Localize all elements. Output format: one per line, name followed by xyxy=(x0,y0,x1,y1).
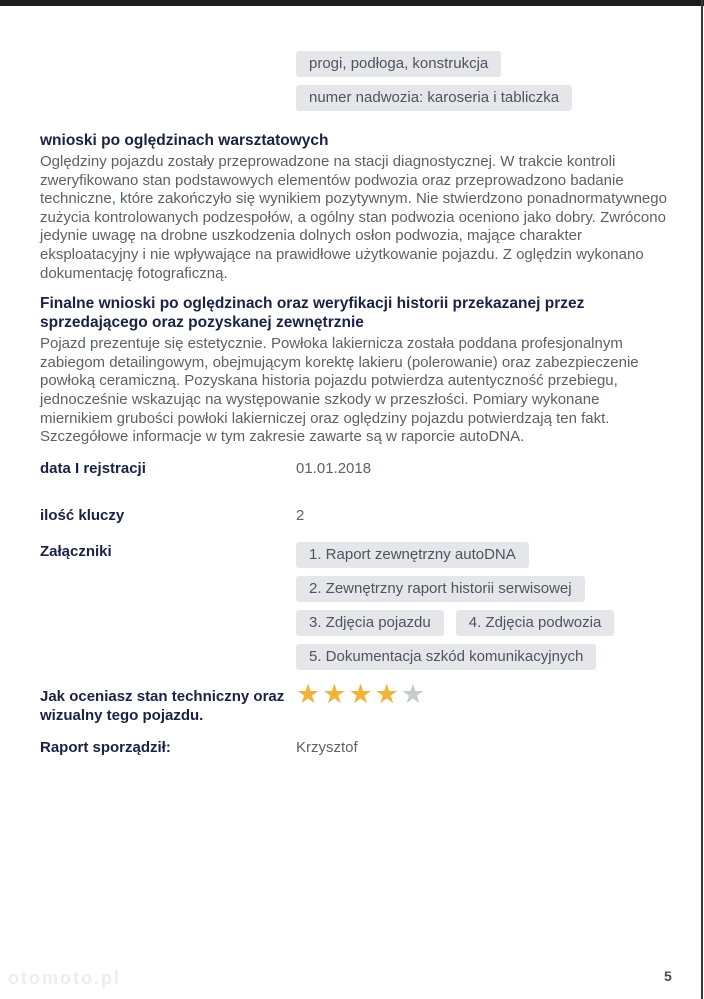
page-number: 5 xyxy=(664,968,672,984)
tag-chip-numer-nadwozia[interactable]: numer nadwozia: karoseria i tabliczka xyxy=(296,85,572,111)
section-heading-workshop: wnioski po oględzinach warsztatowych xyxy=(40,132,329,149)
inspection-tag-list xyxy=(296,51,672,111)
field-attachments xyxy=(40,542,672,670)
section-body-final: Pojazd prezentuje się estetycznie. Powłoka lakiernicza została poddana profesjonalnym zabiegom detailingowym, obejmującym korektę lakieru (polerowanie) oraz zabezpieczenie powłoką ceramiczną. Pozyskana historia pojazdu potwierdza autentyczność przebiegu, jednocześnie wskazując na występowanie szkody w przeszłości. Pomiary wykonane miernikiem grubości powłoki lakierniczej oraz oględziny pojazdu potwierdzają ten fakt. Szczegółowe informacje w tym zakresie zawarte są w raporcie autoDNA. xyxy=(40,335,639,446)
attachment-chip-1[interactable]: 1. Raport zewnętrzny autoDNA xyxy=(296,542,529,568)
field-keys-count xyxy=(40,506,672,525)
section-body-workshop: Oględziny pojazdu zostały przeprowadzone na stacji diagnostycznej. W trakcie kontroli zweryfikowano stan podstawowych elementów podwozia oraz przeprowadzono badanie techniczne, które zakończyło się wynikiem pozytywnym. Nie stwierdzono ponadnormatywnego zużycia kontrolowanych podzespołów, a ogólny stan podwozia oceniono jako dobry. Zwrócono jedynie uwagę na drobne uszkodzenia dolnych osłon podwozia, mające charakter eksploatacyjny i nie wpływające na prawidłowe użytkowanie pojazdu. Z oględzin wykonano dokumentację fotograficzną. xyxy=(40,153,667,282)
field-label-keys-count: ilość kluczy xyxy=(40,506,125,524)
field-label-author: Raport sporządził: xyxy=(40,738,171,756)
attachment-list xyxy=(296,542,614,670)
summary-fields xyxy=(40,459,672,757)
field-value-keys-count: 2 xyxy=(296,506,305,524)
star-filled-icon: ★ xyxy=(374,678,399,709)
field-label-rating: Jak oceniasz stan techniczny oraz wizualny tego pojazdu. xyxy=(40,687,285,724)
star-filled-icon: ★ xyxy=(348,678,373,709)
star-rating xyxy=(296,678,426,709)
section-heading-final: Finalne wnioski po oględzinach oraz weryfikacji historii przekazanej przez sprzedającego oraz pozyskanej zewnętrznie xyxy=(40,295,585,332)
report-page xyxy=(40,6,672,757)
attachment-chip-5[interactable]: 5. Dokumentacja szkód komunikacyjnych xyxy=(296,644,596,670)
attachment-chip-2[interactable]: 2. Zewnętrzny raport historii serwisowej xyxy=(296,576,585,602)
star-filled-icon: ★ xyxy=(322,678,347,709)
field-value-first-registration: 01.01.2018 xyxy=(296,459,372,477)
page-right-edge xyxy=(701,0,703,999)
attachment-chip-4[interactable]: 4. Zdjęcia podwozia xyxy=(456,610,615,636)
field-label-attachments: Załączniki xyxy=(40,542,112,560)
field-rating xyxy=(40,678,672,725)
field-first-registration xyxy=(40,459,672,478)
field-label-first-registration: data I rejstracji xyxy=(40,459,146,477)
tag-chip-progi[interactable]: progi, podłoga, konstrukcja xyxy=(296,51,501,77)
field-author xyxy=(40,738,672,757)
watermark: otomoto.pl xyxy=(8,968,121,988)
star-empty-icon: ★ xyxy=(400,678,426,709)
field-value-author: Krzysztof xyxy=(296,738,358,756)
star-filled-icon: ★ xyxy=(296,678,321,709)
attachment-chip-3[interactable]: 3. Zdjęcia pojazdu xyxy=(296,610,444,636)
attachment-row-3-4 xyxy=(296,610,614,636)
